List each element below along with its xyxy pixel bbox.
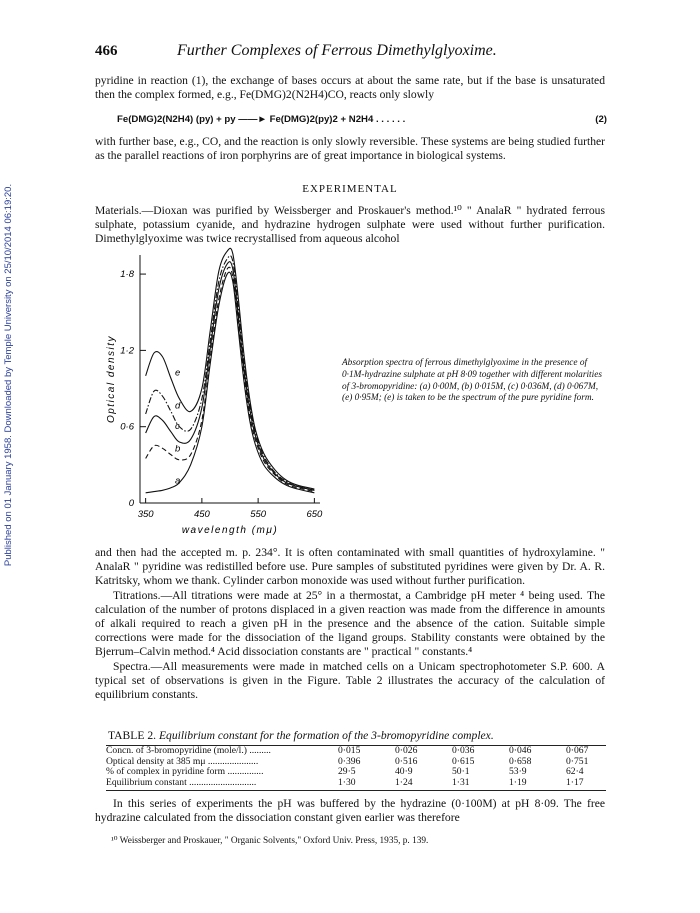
chart-plot-area bbox=[106, 248, 323, 536]
paragraph-spectra: Spectra.—All measurements were made in matched cells on a Unicam spectrophotometer S.P. 600. A typical set of observations is given in the Figure. Table 2 illustrates the accuracy of the calculation of equilibrium constants. bbox=[95, 659, 605, 702]
download-watermark-text: Published on 01 January 1958. Downloaded by Temple University on 25/10/2014 06:19:20. bbox=[3, 183, 14, 567]
series-label-c: c bbox=[174, 420, 180, 432]
equation-2 bbox=[117, 114, 607, 125]
x-tick-label: 450 bbox=[193, 509, 210, 520]
equilibrium-table bbox=[106, 746, 623, 788]
paragraph-reversibility: with further base, e.g., CO, and the reaction is only slowly reversible. These systems are being studied further as the parallel reactions of iron porphyrins are of great importance in biological systems. bbox=[95, 135, 605, 163]
table-cell: 1·24 bbox=[395, 776, 413, 788]
y-axis-label: Optical density bbox=[106, 334, 117, 424]
table-cell: 1·19 bbox=[509, 776, 527, 788]
table-cell: 1·30 bbox=[338, 776, 356, 788]
y-tick-label: 1·8 bbox=[120, 269, 134, 281]
series-label-d: d bbox=[174, 400, 181, 412]
table-caption: Equilibrium constant for the formation of the 3-bromopyridine complex. bbox=[158, 729, 494, 742]
equation-text: Fe(DMG)2(N2H4) (py) + py ——► Fe(DMG)2(py)2 + N2H4 . . . . . . bbox=[117, 114, 406, 125]
table-label: TABLE 2. bbox=[108, 729, 157, 742]
table-cell: 1·31 bbox=[452, 776, 470, 788]
series-label-a: a bbox=[174, 475, 181, 487]
paragraph-methods bbox=[95, 546, 605, 702]
paragraph-hydrazine: In this series of experiments the pH was buffered by the hydrazine (0·100M) at pH 8·09. The free hydrazine calculated from the dissociation constant given earlier was therefore bbox=[95, 797, 605, 825]
table-cell: 29·5 bbox=[338, 766, 356, 778]
table-cell: 0·516 bbox=[395, 755, 418, 767]
table-cell: 0·026 bbox=[395, 745, 418, 756]
table-title bbox=[108, 729, 608, 742]
table-cell: 0·067 bbox=[566, 745, 589, 756]
paragraph-continuation: pyridine in reaction (1), the exchange of bases occurs at about the same rate, but if the base is unsaturated then the complex formed, e.g., Fe(DMG)2(N2H4)CO, reacts only slowly bbox=[95, 74, 605, 102]
paragraph-materials: Materials.—Dioxan was purified by Weissberger and Proskauer's method.¹⁰ " AnalaR " hydrated ferrous sulphate, potassium cyanide, and hydrazine hydrogen sulphate were used without further purification. Dimethylglyoxime was twice recrystallised from aqueous alcohol bbox=[95, 204, 605, 246]
equation-number: (2) bbox=[595, 114, 607, 125]
running-title: Further Complexes of Ferrous Dimethylglyoxime. bbox=[177, 42, 497, 59]
page-number: 466 bbox=[95, 43, 118, 59]
table-cell: 0·036 bbox=[452, 745, 475, 756]
download-watermark bbox=[3, 155, 17, 595]
table-row-label: Concn. of 3-bromopyridine (mole/l.) ......... bbox=[106, 745, 271, 756]
y-tick-label: 0·6 bbox=[120, 421, 134, 433]
y-tick-label: 0 bbox=[128, 498, 134, 509]
table-cell: 50·1 bbox=[452, 766, 470, 778]
series-label-e: e bbox=[174, 367, 181, 379]
series-label-b: b bbox=[174, 443, 181, 455]
table-row-label: % of complex in pyridine form ............... bbox=[106, 766, 264, 778]
table-row-label: Optical density at 385 mμ ..................... bbox=[106, 755, 259, 767]
footnote: ¹⁰ Weissberger and Proskauer, " Organic Solvents," Oxford Univ. Press, 1935, p. 139. bbox=[111, 836, 429, 846]
paragraph-titrations: Titrations.—All titrations were made at 25° in a thermostat, a Cambridge pH meter ⁴ being used. The calculation of the number of protons displaced in a given reaction was made from the difference in amounts of alkali required to reach a given pH in the presence and the absence of the cation. Suitable simple corrections were made for the dissociation of the ligand groups. Stability constants were obtained by the Bjerrum–Calvin method.⁴ Acid dissociation constants are " practical " constants.⁴ bbox=[95, 588, 605, 659]
table-cell: 53·9 bbox=[509, 766, 527, 778]
figure-caption: Absorption spectra of ferrous dimethylglyoxime in the presence of 0·1M-hydrazine sulphate at pH 8·09 together with different molarities of 3-bromopyridine: (a) 0·00M, (b) 0·015M, (c) 0·036M, (d) 0·067M, (e) 0·95M; (e) is taken to be the spectrum of the pure pyridine form. bbox=[342, 358, 602, 404]
x-tick-label: 350 bbox=[137, 509, 154, 520]
paragraph-dimethylglyoxime: and then had the accepted m. p. 234°. It is often contaminated with small quantities of hydroxylamine. " AnalaR " pyridine was redistilled before use. Pure samples of substituted pyridines were given by Dr. A. R. Katritsky, whom we thank. Cylinder carbon monoxide was used without further purification. bbox=[95, 546, 605, 588]
table-cell: 0·751 bbox=[566, 755, 589, 767]
series-line-a bbox=[146, 272, 315, 493]
table-cell: 0·046 bbox=[509, 745, 532, 756]
table-cell: 1·17 bbox=[566, 776, 584, 788]
table-cell: 40·9 bbox=[395, 766, 413, 778]
x-tick-label: 650 bbox=[306, 509, 323, 520]
absorption-spectra-chart bbox=[100, 245, 340, 545]
table-cell: 0·396 bbox=[338, 755, 361, 767]
y-tick-label: 1·2 bbox=[120, 345, 134, 357]
table-cell: 62·4 bbox=[566, 766, 584, 778]
x-axis-label: wavelength (mμ) bbox=[181, 525, 279, 536]
table-cell: 0·658 bbox=[509, 755, 532, 767]
table-cell: 0·015 bbox=[338, 745, 361, 756]
section-heading: EXPERIMENTAL bbox=[302, 183, 398, 195]
table-row-label: Equilibrium constant ............................ bbox=[106, 776, 257, 788]
table-cell: 0·615 bbox=[452, 755, 475, 767]
series-line-e bbox=[146, 248, 315, 489]
series-line-c bbox=[146, 262, 315, 491]
table-row bbox=[106, 746, 623, 757]
table-row bbox=[106, 778, 623, 789]
table-rule-bottom bbox=[106, 790, 606, 791]
x-tick-label: 550 bbox=[250, 509, 267, 520]
